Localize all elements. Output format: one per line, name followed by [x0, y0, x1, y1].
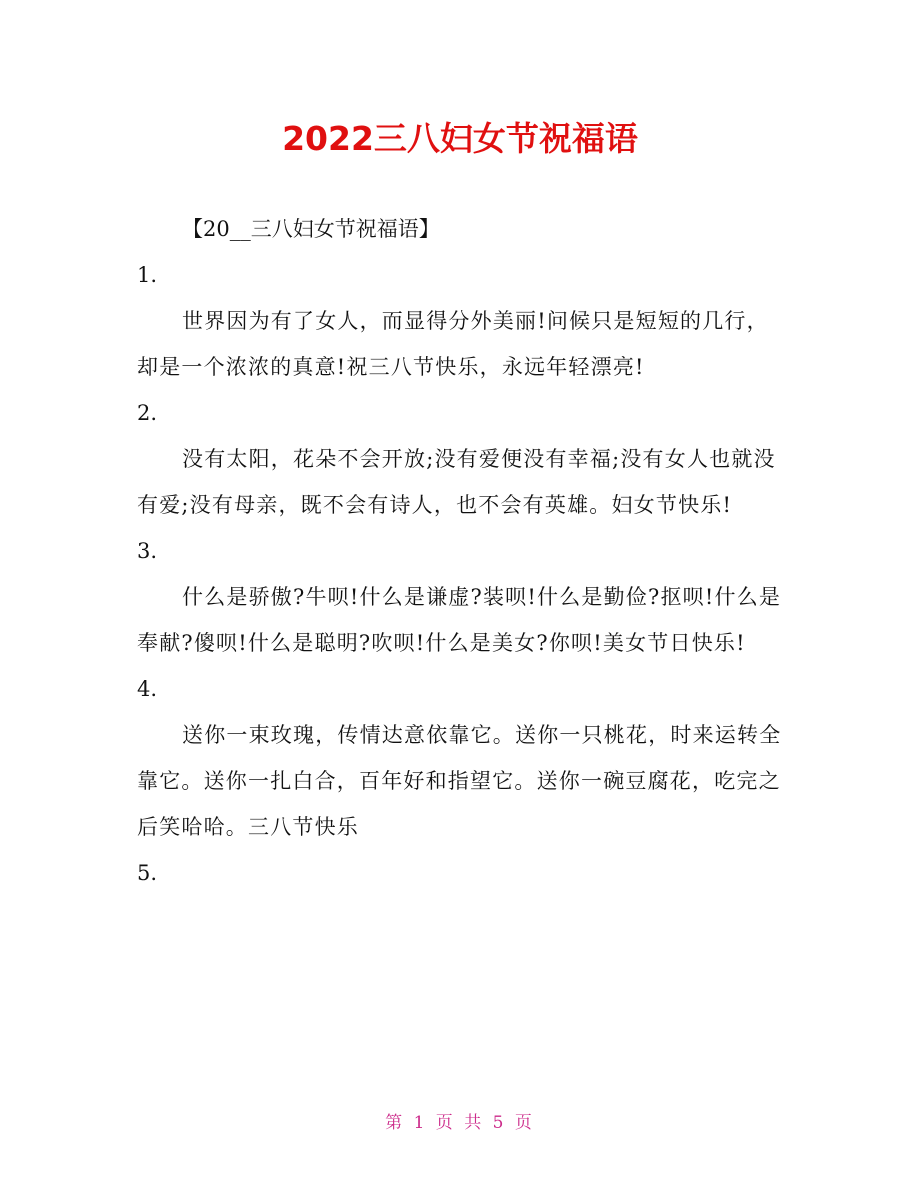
- item-text-3: 什么是骄傲?牛呗!什么是谦虚?装呗!什么是勤俭?抠呗!什么是奉献?傻呗!什么是聪明?吹呗!什么是美女?你呗!美女节日快乐!: [137, 585, 782, 655]
- document-body: [137, 206, 787, 896]
- item-number-2: 2.: [137, 401, 158, 425]
- item-number-5: 5.: [137, 861, 158, 885]
- document-title: 2022三八妇女节祝福语: [282, 119, 638, 158]
- section-heading: 【20__三八妇女节祝福语】: [182, 217, 440, 241]
- item-number-4: 4.: [137, 677, 158, 701]
- page-footer: 第 1 页 共 5 页: [385, 1113, 535, 1133]
- item-number-3: 3.: [137, 539, 158, 563]
- item-text-4: 送你一束玫瑰，传情达意依靠它。送你一只桃花，时来运转全靠它。送你一扎白合，百年好和指望它。送你一碗豆腐花，吃完之后笑哈哈。三八节快乐: [137, 723, 782, 839]
- item-number-1: 1.: [137, 263, 158, 287]
- item-text-1: 世界因为有了女人，而显得分外美丽!问候只是短短的几行，却是一个浓浓的真意!祝三八节快乐，永远年轻漂亮!: [137, 309, 769, 379]
- item-text-2: 没有太阳，花朵不会开放;没有爱便没有幸福;没有女人也就没有爱;没有母亲，既不会有诗人，也不会有英雄。妇女节快乐!: [137, 447, 776, 517]
